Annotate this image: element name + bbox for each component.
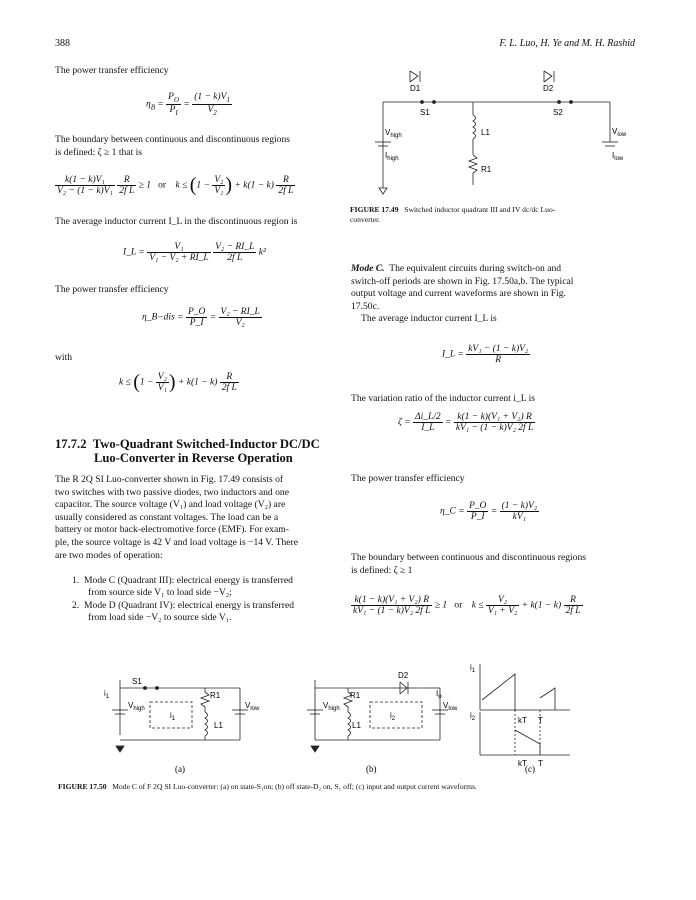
- page-number: 388: [55, 38, 70, 49]
- svg-text:i1: $i_1$: [470, 663, 476, 674]
- svg-text:i2: $i_2$: [390, 711, 396, 722]
- equation-il: I_L = $\frac{\text{V₁}}{\text{V₁ − V₂ + RI\_L}}$ $\frac{\text{V₂ − RI\_L}}{\text{2f L}}$ k²: [123, 242, 266, 263]
- svg-text:i1: $i_1$: [170, 711, 176, 722]
- para-efficiency: The power transfer efficiency: [55, 65, 169, 76]
- svg-text:Vhigh: $V_{high}$: [128, 701, 145, 712]
- equation-eta-c: η_C = $\frac{P\_O}{P\_I}$ = $\frac{\text{(1 − k)V₂}}{\text{kV₁}}$: [440, 501, 538, 522]
- svg-text:D1: D1: [410, 84, 421, 93]
- figure-17-49-caption: FIGURE 17.49 Switched inductor quadrant III and IV dc/dc Luo- converter.: [350, 205, 556, 224]
- svg-text:S1: S1: [132, 677, 142, 686]
- para-efficiency-2: The power transfer efficiency: [55, 284, 169, 295]
- equation-boundary: $\frac{\text{k(1 − k)V₁}}{\text{V₂ − (1 − k)V₁}}$ $\frac{R}{\text{2f L}}$ ≥ 1 or k ≤ (1 − $\frac{\text{V₂}}{\text{V₁}}$ ) + k(1 − k) $\frac{R}{\text{2f L}}$: [57, 174, 294, 196]
- svg-text:kT: kT: [518, 759, 527, 768]
- svg-text:Ihigh: $I_{high}$: [385, 151, 399, 162]
- svg-text:L1: L1: [481, 128, 490, 137]
- equation-eta-b: $\eta_B$ = $\frac{P_O}{P_I}$ = $\frac{(1 - k)V_1}{V_2}$: [146, 92, 230, 117]
- para-boundary-2: The boundary between continuous and discontinuous regions is defined: ζ ≥ 1: [351, 552, 587, 576]
- svg-text:L1: L1: [352, 721, 361, 730]
- svg-text:R1: R1: [210, 691, 221, 700]
- svg-text:(a): (a): [175, 764, 185, 774]
- para-boundary: The boundary between continuous and discontinuous regions is defined: ζ ≥ 1 that is: [55, 134, 291, 158]
- svg-text:Vhigh: $V_{high}$: [323, 701, 340, 712]
- equation-boundary-2: $\frac{\text{k(1 − k)(V₁ + V₂) R}}{\text{kV₁ − (1 − k)V₂ 2f L}}$ ≥ 1 or k ≤ $\frac{\text{V₂}}{\text{V₁ + V₂}}$ + k(1 − k) $\frac{R}{\text{2f L}}$: [353, 595, 581, 616]
- figure-17-50: [100, 660, 640, 780]
- section-body: The R 2Q SI Luo-converter shown in Fig. 17.49 consists of two switches with two passive diodes, two inductors and one capacitor. The source voltage (V₁) and load voltage (V₂) are usually considered as constant voltages. The load can be a battery or motor back-electromotive force (EMF). For exam- ple, the source voltage is 42 V and load voltage is −14 V. There are two modes of operation:: [55, 474, 298, 561]
- svg-text:(c): (c): [525, 764, 535, 774]
- svg-text:R1: R1: [481, 165, 492, 174]
- svg-text:S2: S2: [553, 108, 563, 117]
- mode-c-paragraph: Mode C. The equivalent circuits during switch-on and switch-off periods are shown in Fig. 17.50a,b. The typical output voltage and current waveforms are shown in Fig. 17.50c. The average inductor current I_L is: [351, 263, 574, 325]
- svg-text:D2: D2: [543, 84, 554, 93]
- para-with: with: [55, 352, 73, 363]
- svg-text:i2: $i_2$: [470, 711, 476, 722]
- svg-text:T: T: [538, 759, 543, 768]
- equation-zeta: ζ = $\frac{\Delta i\_L/2}{I\_L}$ = $\frac{\text{k(1 − k)(V₁ + V₂) R}}{\text{kV₁ − (1 − k)V₂ 2f L}}$: [398, 412, 534, 433]
- para-avg-current: The average inductor current I_L in the discontinuous region is: [55, 216, 298, 227]
- running-header: F. L. Luo, H. Ye and M. H. Rashid: [499, 38, 635, 49]
- svg-text:Io: $I_o$: [436, 689, 442, 700]
- list-item: 1. Mode C (Quadrant III): electrical energy is transferred: [72, 575, 293, 586]
- equation-il2: I_L = $\frac{\text{kV₁ − (1 − k)V₂}}{R}$: [442, 344, 529, 365]
- svg-text:(b): (b): [366, 764, 377, 774]
- svg-text:L1: L1: [214, 721, 223, 730]
- svg-text:i1: $i_1$: [104, 689, 110, 700]
- svg-text:Ilow: $I_{low}$: [612, 151, 624, 162]
- svg-text:Vlow: $V_{low}$: [245, 701, 260, 712]
- svg-text:D2: D2: [398, 671, 409, 680]
- section-heading: 17.7.2 Two-Quadrant Switched-Inductor DC/DC Luo-Converter in Reverse Operation: [55, 437, 320, 465]
- modes-list: 1. Mode C (Quadrant III): electrical energy is transferred from source side V₁ to load side −V₂; 2. Mode D (Quadrant IV): electrical energy is transferred from load side −V₂ to source side V₁.: [72, 575, 294, 624]
- svg-text:T: T: [538, 716, 543, 725]
- list-item: 2. Mode D (Quadrant IV): electrical energy is transferred: [72, 599, 294, 611]
- svg-text:Vlow: $V_{low}$: [612, 127, 627, 138]
- figure-17-50-caption: FIGURE 17.50 Mode C of F 2Q SI Luo-converter: (a) on state-S₁on; (b) off state-D₂ on, S₁ off; (c) input and output current waveforms.: [58, 782, 477, 791]
- svg-text:Vlow: $V_{low}$: [443, 701, 458, 712]
- svg-text:kT: kT: [518, 716, 527, 725]
- equation-k: k ≤ (1 − $\frac{\text{V₂}}{\text{V₁}}$ ) + k(1 − k) $\frac{R}{\text{2f L}}$: [119, 371, 237, 393]
- para-efficiency-3: The power transfer efficiency: [351, 473, 465, 484]
- equation-eta-bdis: η_B−dis = $\frac{P\_O}{P\_I}$ = $\frac{\text{V₂ − RI\_L}}{\text{V₂}}$: [142, 307, 260, 328]
- svg-text:Vhigh: $V_{high}$: [385, 128, 402, 139]
- svg-text:S1: S1: [420, 108, 430, 117]
- svg-text:R1: R1: [350, 691, 361, 700]
- para-variation: The variation ratio of the inductor current i_L is: [351, 393, 535, 404]
- figure-17-49-circuit: [350, 60, 640, 205]
